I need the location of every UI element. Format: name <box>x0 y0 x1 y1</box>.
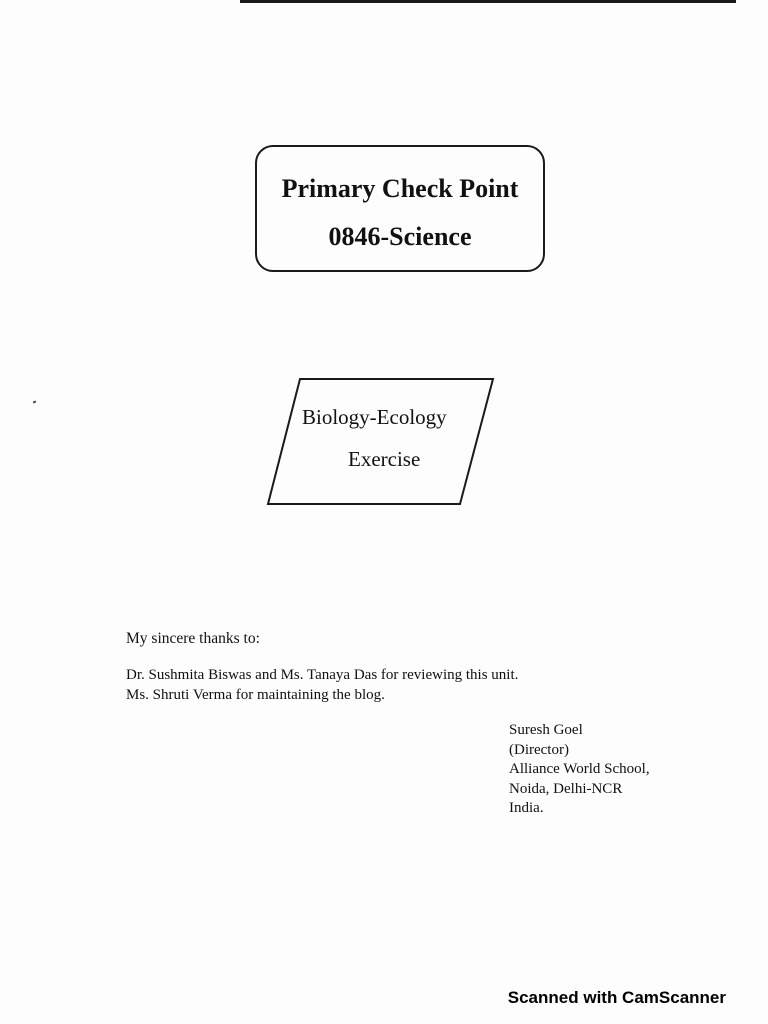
topic-subtitle: Exercise <box>348 447 421 471</box>
acknowledgement-line: Dr. Sushmita Biswas and Ms. Tanaya Das for reviewing this unit. <box>126 667 519 683</box>
acknowledgement-line: Ms. Shruti Verma for maintaining the blog. <box>126 687 385 703</box>
signatory-name: Suresh Goel <box>509 722 583 738</box>
signature-block <box>509 721 650 819</box>
subject-code: 0846-Science <box>328 222 472 251</box>
school-name: Alliance World School, <box>509 761 650 777</box>
signatory-role: (Director) <box>509 741 569 758</box>
camscanner-watermark: Scanned with CamScanner <box>507 988 726 1007</box>
topic-parallelogram <box>262 374 498 510</box>
topic-title: Biology-Ecology <box>302 405 447 429</box>
title-box <box>255 145 545 272</box>
scan-speck <box>33 400 37 403</box>
document-title: Primary Check Point <box>281 174 519 203</box>
school-city: Noida, Delhi-NCR <box>509 780 623 797</box>
acknowledgement-heading: My sincere thanks to: <box>126 630 260 647</box>
school-country: India. <box>509 800 544 816</box>
top-edge-rule <box>240 0 736 3</box>
